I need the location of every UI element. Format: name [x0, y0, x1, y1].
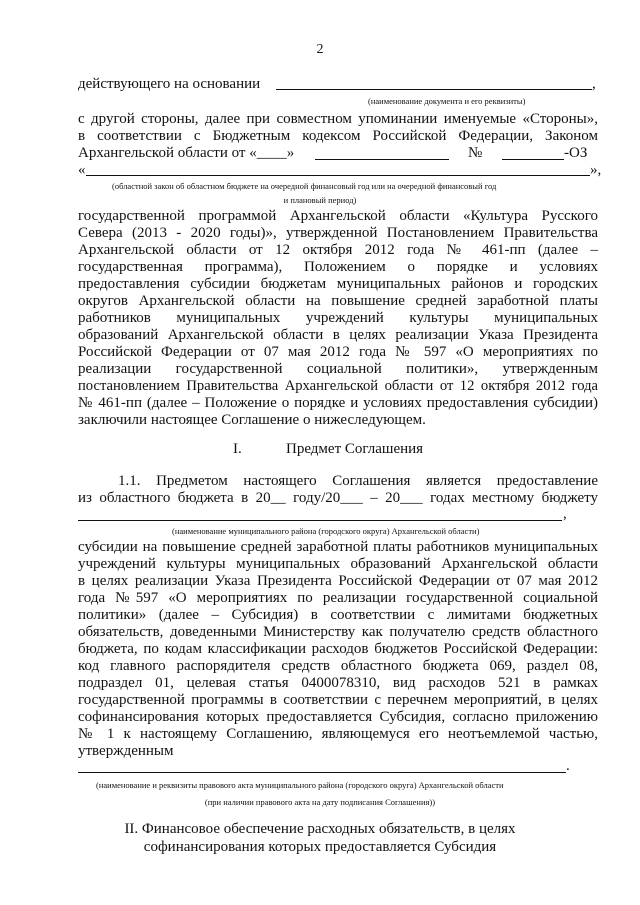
section1-number: I. [233, 441, 242, 457]
para3-line-2: из областного бюджета в 20__ году/20___ – 20___ годах местному бюджету [78, 490, 598, 506]
legal-act-dot: . [566, 758, 570, 774]
para2-line-1: государственной программой Архангельской области «Культура Русского [78, 208, 598, 224]
para2-line-9: Российской Федерации от 07 мая 2012 года № 597 «О мероприятиях по [78, 344, 598, 360]
caption-act-2: (при наличии правового акта на дату подписания Соглашения)) [204, 797, 436, 807]
para2-line-8: образований Архангельской области в целях реализации Указа Президента [78, 327, 598, 343]
section2-title-line-2: софинансирования которых предоставляется Субсидия [143, 839, 497, 855]
acting-line [78, 76, 598, 93]
para3-body-13: утвержденным [78, 743, 174, 759]
para2-line-5: предоставления субсидии бюджетам муниципальных районов и городских [78, 276, 598, 292]
para2-line-4: государственная программа), Положением о порядке и условиях [78, 259, 598, 275]
municipality-comma: , [563, 506, 567, 522]
section1-title: Предмет Соглашения [286, 441, 424, 457]
para2-line-6: округов Архангельской области на повышение средней заработной платы [78, 293, 598, 309]
para3-body-6: обязательств, доведенными Министерству как получателю средств областного [78, 624, 598, 640]
caption-municipality: (наименование муниципального района (городского округа) Архангельской области) [172, 526, 480, 536]
section2-title-line-1: II. Финансовое обеспечение расходных обязательств, в целях [124, 821, 516, 837]
law-date-fill [315, 159, 449, 160]
para3-body-8: код главного распорядителя средств областного бюджета 069, раздел 08, [78, 658, 598, 674]
para3-body-5: политики» (далее – Субсидия) в соответствии с лимитами бюджетных [78, 607, 598, 623]
para3-body-1: субсидии на повышение средней заработной платы работников муниципальных [78, 539, 598, 555]
para3-body-3: в целях реализации Указа Президента Российской Федерации от 07 мая 2012 [78, 573, 598, 589]
para2-line-2: Севера (2013 - 2020 годы)», утвержденной Постановлением Правительства [78, 225, 598, 241]
para3-body-2: учреждений культуры муниципальных образований Архангельской области [78, 556, 598, 572]
para2-line-12: № 461-пп (далее – Положение о порядке и условиях предоставления субсидии) [78, 395, 598, 411]
law-close-quote: », [590, 162, 602, 178]
para2-line-11: постановлением Правительства Архангельской области от 12 октября 2012 года [78, 378, 598, 394]
para2-line-7: работников муниципальных учреждений культуры муниципальных [78, 310, 598, 326]
page-number: 2 [316, 42, 324, 57]
municipality-fill [78, 520, 562, 521]
para2-line-3: Архангельской области от 12 октября 2012 года № 461-пп (далее – [78, 242, 598, 258]
para1-line-4: « [78, 162, 86, 178]
caption-document: (наименование документа и его реквизиты) [368, 96, 526, 106]
para1-line-2: в соответствии с Бюджетным кодексом Российской Федерации, Законом [78, 128, 598, 144]
law-number-fill [502, 159, 564, 160]
para3-body-7: бюджета, по кодам классификации расходов бюджетов Российской Федерации: [78, 641, 598, 657]
para3-body-11: софинансирования которых предоставляется Субсидия, согласно приложению [78, 709, 598, 725]
caption-law-1: (областной закон об областном бюджете на очередной финансовый год или на очередной финансовый год [112, 181, 497, 191]
law-number-sign: № [468, 145, 483, 161]
caption-law-2: и плановый период) [283, 195, 357, 205]
law-oz-suffix: -ОЗ [564, 145, 588, 161]
para1-line-1: с другой стороны, далее при совместном упоминании именуемые «Стороны», [78, 111, 598, 127]
law-name-fill [86, 175, 590, 176]
acting-label: действующего на основании [78, 76, 261, 92]
acting-comma: , [592, 76, 596, 92]
law-date-label: Архангельской области от «____» [78, 145, 295, 161]
para3-body-9: подраздел 01, целевая статья 0400078310, вид расходов 521 в рамках [78, 675, 598, 691]
para3-body-4: года №597 «О мероприятиях по реализации государственной социальной [78, 590, 598, 606]
para3-line-1: 1.1. Предметом настоящего Соглашения является предоставление [118, 473, 598, 489]
para2-line-13: заключили настоящее Соглашение о нижеследующем. [78, 412, 426, 428]
para3-body-10: государственной программы в соответствии с перечнем мероприятий, в целях [78, 692, 598, 708]
legal-act-fill [78, 772, 566, 773]
para3-body-12: № 1 к настоящему Соглашению, являющемуся его неотъемлемой частью, [78, 726, 598, 742]
caption-act-1: (наименование и реквизиты правового акта муниципального района (городского округа) Архангельской области [96, 780, 504, 790]
para2-line-10: реализации государственной социальной политики», утвержденным [78, 361, 598, 377]
document-fill-line [276, 89, 592, 90]
